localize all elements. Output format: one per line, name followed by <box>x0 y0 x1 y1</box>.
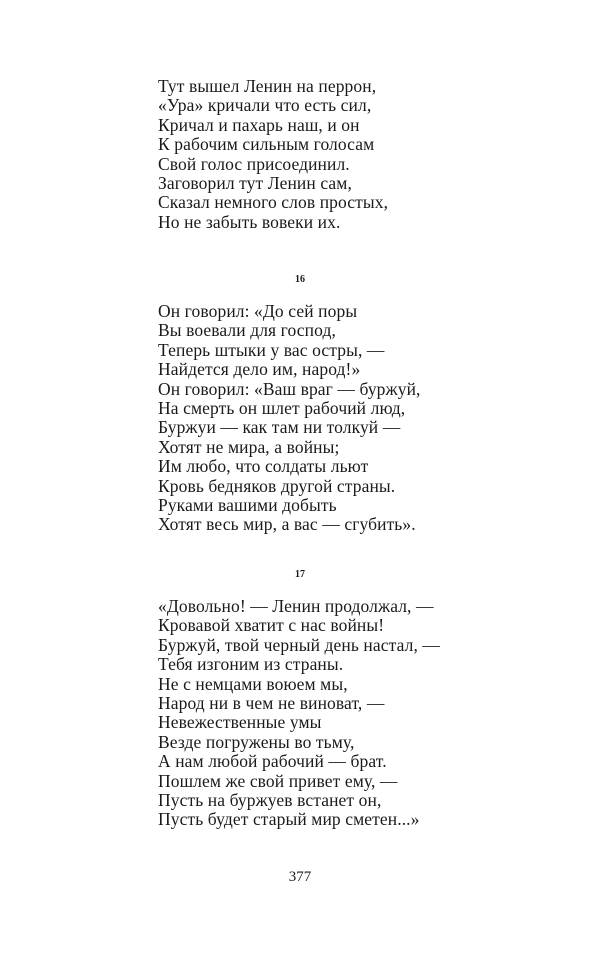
verse-line: Хотят не мира, а войны; <box>158 436 340 457</box>
verse-line: Он говорил: «Ваш враг — буржуй, <box>158 378 421 399</box>
verse-line: Тебя изгоним из страны. <box>158 654 344 675</box>
verse-line: Теперь штыки у вас остры, — <box>158 339 385 360</box>
verse-line: Свой голос присоединил. <box>158 153 350 174</box>
stanza-1 <box>158 77 388 232</box>
verse-line: Найдется дело им, народ!» <box>158 359 361 380</box>
verse-line: Вы воевали для господ, <box>158 320 336 341</box>
verse-line: Буржуи — как там ни толкуй — <box>158 417 401 438</box>
verse-line: «Довольно! — Ленин продолжал, — <box>158 596 434 616</box>
verse-line: Буржуй, твой черный день настал, — <box>158 634 440 655</box>
verse-line: Невежественные умы <box>158 712 322 733</box>
verse-line: К рабочим сильным голосам <box>158 134 375 155</box>
verse-line: Кровь бедняков другой страны. <box>158 475 396 496</box>
stanza-number: 16 <box>295 274 305 285</box>
verse-line: Им любо, что солдаты льют <box>158 456 369 477</box>
verse-line: Руками вашими добыть <box>158 495 337 516</box>
verse-line: Везде погружены во тьму, <box>158 731 355 752</box>
verse-line: Пошлем же свой привет ему, — <box>158 770 398 791</box>
verse-line: Народ ни в чем не виноват, — <box>158 693 385 714</box>
verse-line: На смерть он шлет рабочий люд, <box>158 398 406 419</box>
verse-line: Сказал немного слов простых, <box>158 192 389 213</box>
stanza-number: 17 <box>295 569 305 580</box>
stanza-16 <box>158 302 421 535</box>
verse-line: Кровавой хватит с нас войны! <box>158 615 385 636</box>
verse-line: А нам любой рабочий — брат. <box>158 751 387 772</box>
verse-line: Он говорил: «До сей поры <box>158 301 358 321</box>
verse-line: Пусть будет старый мир сметен...» <box>158 809 420 830</box>
verse-line: Хотят весь мир, а вас — сгубить». <box>158 514 416 535</box>
verse-line: Но не забыть вовеки их. <box>158 211 341 232</box>
verse-line: Пусть на буржуев встанет он, <box>158 790 382 811</box>
page-number: 377 <box>288 869 312 885</box>
stanza-17 <box>158 597 440 830</box>
verse-line: Кричал и пахарь наш, и он <box>158 114 360 135</box>
verse-line: «Ура» кричали что есть сил, <box>158 95 372 116</box>
verse-line: Заговорил тут Ленин сам, <box>158 173 352 194</box>
verse-line: Тут вышел Ленин на перрон, <box>158 76 377 96</box>
verse-line: Не с немцами воюем мы, <box>158 673 348 694</box>
